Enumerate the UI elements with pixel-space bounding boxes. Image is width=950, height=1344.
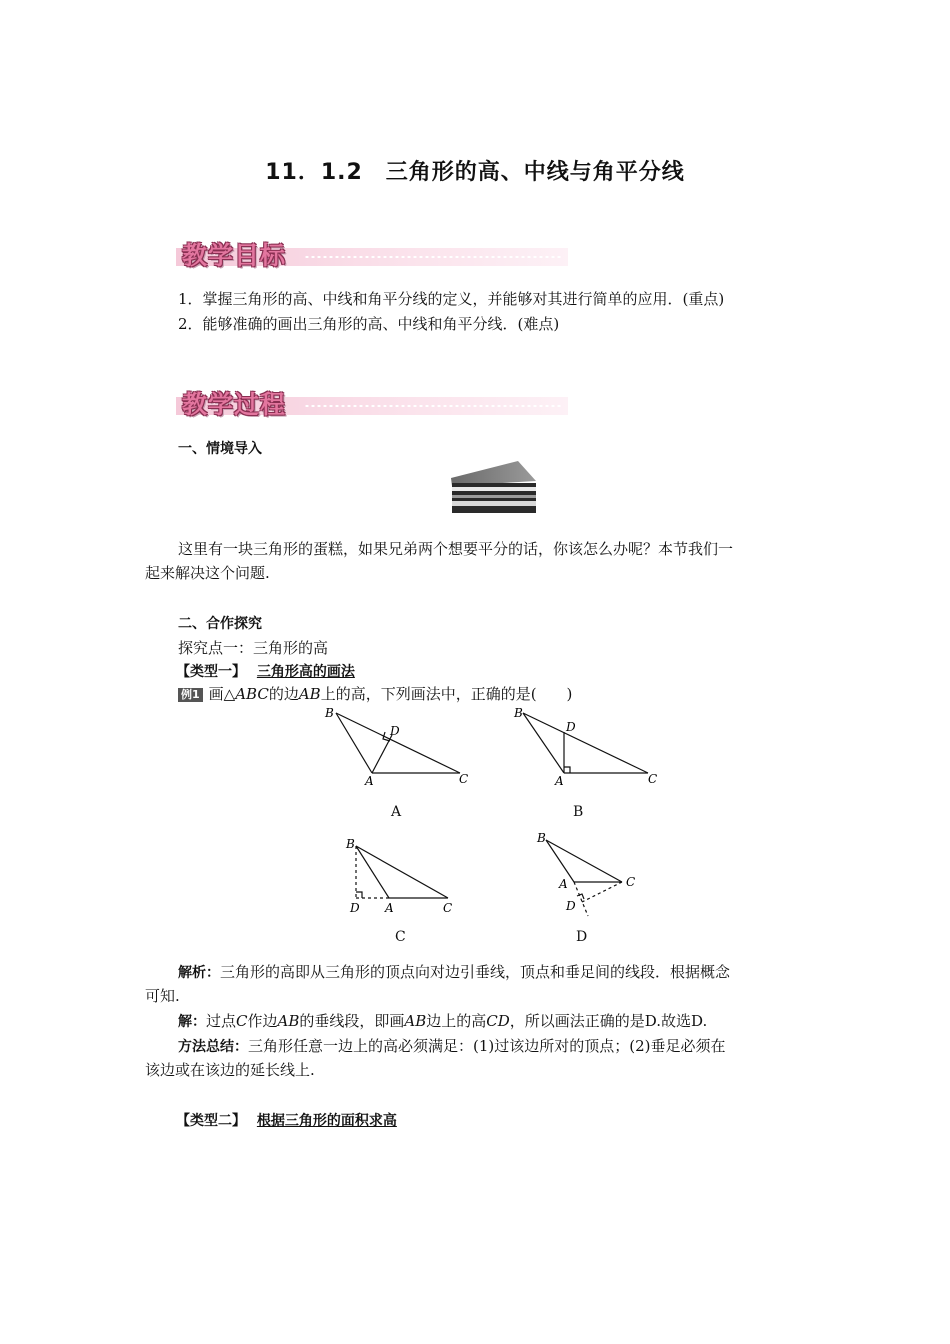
vertex-a: A bbox=[365, 774, 374, 788]
edge-bc bbox=[546, 840, 622, 882]
example-1-question bbox=[178, 683, 572, 705]
figure-option-b bbox=[508, 703, 668, 789]
vertex-d: D bbox=[566, 720, 576, 734]
method-label: 方法总结： bbox=[178, 1039, 248, 1055]
figure-option-c bbox=[340, 832, 470, 918]
cake-image bbox=[448, 459, 538, 515]
vertex-b: B bbox=[537, 831, 546, 845]
solution-text: 的垂线段，即画 bbox=[299, 1012, 405, 1030]
banner-goals-text: 教学目标 bbox=[182, 241, 287, 270]
vertex-a: A bbox=[385, 901, 394, 915]
solution-text-cd: CD bbox=[486, 1012, 510, 1030]
page-title: 11．1.2 三角形的高、中线与角平分线 bbox=[265, 160, 685, 185]
goal-item-1: 1．掌握三角形的高、中线和角平分线的定义，并能够对其进行简单的应用．(重点) bbox=[178, 290, 725, 308]
example-text-ab: AB bbox=[298, 685, 321, 703]
solution-text-ab: AB bbox=[404, 1012, 427, 1030]
vertex-b: B bbox=[325, 706, 334, 720]
solution-text: 作边 bbox=[247, 1012, 278, 1030]
cake-cream-layer bbox=[452, 501, 536, 506]
example-text: 画△ bbox=[208, 685, 236, 703]
option-label-a: A bbox=[391, 804, 402, 820]
option-label-c: C bbox=[395, 929, 406, 945]
type2-bracket: 【类型二】 bbox=[176, 1113, 246, 1129]
explore-point-1: 探究点一：三角形的高 bbox=[178, 639, 329, 657]
solution-line bbox=[178, 1010, 707, 1033]
edge-bc bbox=[523, 713, 648, 773]
analysis-text: 三角形的高即从三角形的顶点向对边引垂线，顶点和垂足间的线段．根据概念 bbox=[220, 963, 731, 981]
vertex-a: A bbox=[555, 774, 564, 788]
analysis-line1 bbox=[178, 961, 730, 984]
example-text: 的边 bbox=[268, 685, 299, 703]
vertex-d: D bbox=[390, 724, 400, 738]
solution-text-ab: AB bbox=[277, 1012, 300, 1030]
section1-text-line2: 起来解决这个问题. bbox=[145, 564, 270, 582]
edge-ba bbox=[546, 840, 574, 882]
figure-option-d bbox=[530, 826, 650, 922]
banner-dots bbox=[304, 405, 562, 407]
method-line2: 该边或在该边的延长线上. bbox=[145, 1061, 315, 1079]
edge-ba bbox=[356, 846, 389, 898]
vertex-b: B bbox=[514, 706, 523, 720]
analysis-label: 解析： bbox=[178, 965, 220, 981]
section2-heading: 二、合作探究 bbox=[178, 616, 262, 632]
section-banner-process bbox=[176, 385, 568, 419]
right-angle-mark bbox=[577, 894, 584, 899]
solution-text: ，所以画法正确的是D.故选D. bbox=[509, 1012, 708, 1030]
example-text-abc: ABC bbox=[235, 685, 269, 703]
example-text: 上的高，下列画法中，正确的是( ) bbox=[320, 685, 573, 703]
type1-heading bbox=[176, 661, 355, 683]
vertex-b: B bbox=[346, 837, 355, 851]
extension-line bbox=[574, 882, 588, 916]
section1-heading: 一、情境导入 bbox=[178, 441, 262, 457]
solution-text: 边上的高 bbox=[426, 1012, 487, 1030]
cake-cream-layer bbox=[452, 487, 536, 491]
banner-dots bbox=[304, 256, 562, 258]
vertex-c: C bbox=[626, 875, 636, 889]
vertex-c: C bbox=[459, 772, 469, 786]
vertex-d: D bbox=[566, 899, 576, 913]
solution-label: 解： bbox=[178, 1014, 206, 1030]
section1-text-line1: 这里有一块三角形的蛋糕，如果兄弟两个想要平分的话，你该怎么办呢？本节我们一 bbox=[178, 540, 734, 558]
type2-heading bbox=[176, 1110, 397, 1132]
option-label-b: B bbox=[573, 804, 584, 820]
vertex-c: C bbox=[648, 772, 658, 786]
method-text: 三角形任意一边上的高必须满足：(1)过该边所对的顶点；(2)垂足必须在 bbox=[248, 1037, 726, 1055]
cake-cream-layer bbox=[452, 495, 536, 498]
cake-top bbox=[451, 461, 536, 486]
edge-bc bbox=[356, 846, 448, 898]
method-line1 bbox=[178, 1035, 726, 1058]
altitude-line bbox=[582, 882, 622, 902]
figure-option-a bbox=[320, 703, 480, 789]
type1-title: 三角形高的画法 bbox=[256, 664, 355, 680]
solution-text-c: C bbox=[236, 1012, 248, 1030]
analysis-line2: 可知. bbox=[145, 987, 180, 1005]
goal-item-2: 2．能够准确的画出三角形的高、中线和角平分线．(难点) bbox=[178, 315, 560, 333]
section-banner-goals bbox=[176, 236, 568, 270]
example-badge: 例1 bbox=[178, 688, 203, 702]
right-angle-mark bbox=[564, 767, 570, 773]
edge-ba bbox=[523, 713, 564, 773]
vertex-d: D bbox=[350, 901, 360, 915]
banner-process-text: 教学过程 bbox=[182, 390, 287, 419]
right-angle-mark bbox=[356, 892, 362, 898]
type2-title: 根据三角形的面积求高 bbox=[256, 1113, 397, 1129]
type1-bracket: 【类型一】 bbox=[176, 664, 246, 680]
vertex-c: C bbox=[443, 901, 453, 915]
solution-text: 过点 bbox=[206, 1012, 237, 1030]
option-label-d: D bbox=[576, 929, 588, 945]
vertex-a: A bbox=[559, 877, 568, 891]
